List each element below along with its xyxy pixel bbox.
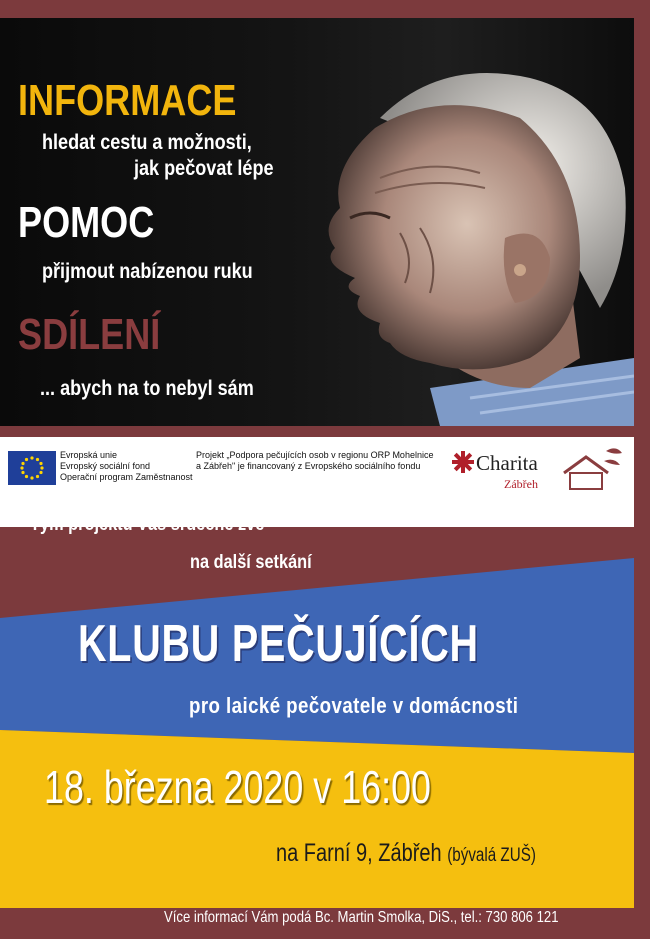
eu-flag-icon [8, 451, 56, 485]
text-pomoc: přijmout nabízenou ruku [42, 260, 253, 283]
heading-pomoc: POMOC [18, 198, 155, 247]
eu-fund-text [60, 450, 193, 483]
event-date: 18. března 2020 v 16:00 [44, 761, 432, 813]
event-place [276, 839, 536, 868]
hero-text-block [0, 18, 300, 426]
project-text-line-2: a Zábřeh" je financovaný z Evropského sociálního fondu [196, 461, 421, 471]
hero-section [0, 18, 634, 426]
charita-cross-icon [452, 451, 474, 473]
invite-line-2: na další setkání [190, 552, 312, 573]
heading-informace: INFORMACE [18, 76, 237, 125]
event-subtitle: pro laické pečovatele v domácnosti [189, 693, 519, 718]
project-text-line-1: Projekt „Podpora pečujících osob v regionu ORP Mohelnice [196, 450, 434, 460]
charita-logo-city: Zábřeh [504, 477, 538, 491]
event-place-address: na Farní 9, Zábřeh [276, 839, 442, 867]
text-informace-line-1: hledat cestu a možnosti, [42, 131, 252, 154]
event-place-note: (bývalá ZUŠ) [447, 845, 536, 866]
project-text [196, 450, 446, 472]
eu-text-line-2: Evropský sociální fond [60, 461, 151, 471]
heading-sdileni: SDÍLENÍ [18, 310, 161, 359]
eu-text-line-1: Evropská unie [60, 450, 118, 460]
podpora-pecujicich-logo [556, 443, 626, 495]
event-title: KLUBU PEČUJÍCÍCH [78, 615, 479, 673]
eu-text-line-3: Operační program Zaměstnanost [60, 472, 193, 482]
text-sdileni: ... abych na to nebyl sám [40, 377, 254, 400]
footer-contact: Více informací Vám podá Bc. Martin Smolka, DiS., tel.: 730 806 121 [164, 909, 559, 926]
invite-line-1: Tým projektu Vás srdečně zve [30, 514, 265, 535]
text-informace-line-2: jak pečovat lépe [134, 157, 274, 180]
charita-logo-name: Charita [476, 451, 538, 475]
elderly-man-portrait [280, 58, 634, 426]
